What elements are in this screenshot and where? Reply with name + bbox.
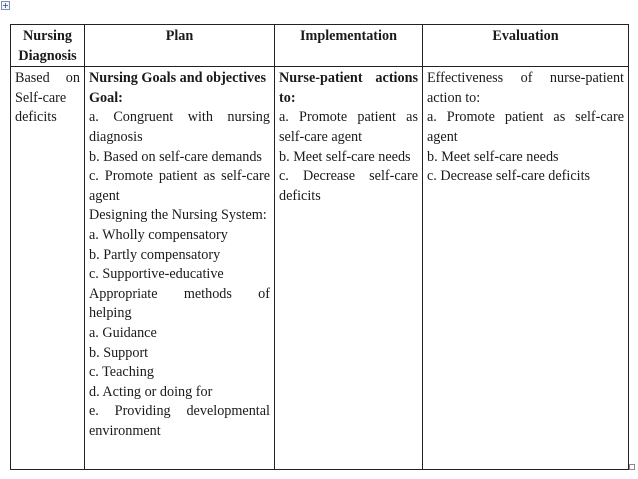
implementation-item: a. Promote patient as self-care agent xyxy=(279,109,418,145)
table-row xyxy=(11,67,629,470)
nursing-care-plan-table xyxy=(10,24,629,470)
plan-goal-item: a. Congruent with nursing diagnosis xyxy=(89,109,270,145)
header-evaluation: Evaluation xyxy=(423,25,629,67)
plan-system-label: Designing the Nursing System: xyxy=(89,207,267,224)
plan-cell xyxy=(85,67,275,470)
plan-goal-item: c. Promote patient as self-care agent xyxy=(89,168,270,204)
table-resize-handle[interactable] xyxy=(629,464,635,470)
diagnosis-text: Based on Self-care deficits xyxy=(15,70,80,126)
evaluation-item: b. Meet self-care needs xyxy=(427,148,559,165)
evaluation-item: a. Promote patient as self-care agent xyxy=(427,109,624,145)
header-nursing-diagnosis: Nursing Diagnosis xyxy=(11,25,85,67)
header-implementation: Implementation xyxy=(275,25,423,67)
header-plan: Plan xyxy=(85,25,275,67)
plan-heading: Nursing Goals and objectives xyxy=(89,70,266,87)
evaluation-heading: Effectiveness of nurse-patient action to: xyxy=(427,70,624,106)
implementation-item: c. Decrease self-care deficits xyxy=(279,168,418,204)
implementation-item: b. Meet self-care needs xyxy=(279,148,411,165)
evaluation-cell xyxy=(423,67,629,470)
table-header-row xyxy=(11,25,629,67)
plan-method-item: e. Providing developmental environment xyxy=(89,403,270,439)
evaluation-item: c. Decrease self-care deficits xyxy=(427,168,591,185)
table-move-handle-icon[interactable] xyxy=(1,1,10,10)
diagnosis-cell xyxy=(11,67,85,470)
implementation-heading: Nurse-patient actions to: xyxy=(279,70,418,106)
plan-method-item: b. Support xyxy=(89,344,149,361)
plan-method-item: a. Guidance xyxy=(89,324,157,341)
plan-method-item: c. Teaching xyxy=(89,364,154,381)
plan-system-item: c. Supportive-educative xyxy=(89,266,224,283)
plan-method-item: d. Acting or doing for xyxy=(89,383,213,400)
plan-system-item: b. Partly compensatory xyxy=(89,246,221,263)
plan-goal-label: Goal: xyxy=(89,89,123,106)
implementation-cell xyxy=(275,67,423,470)
plan-system-item: a. Wholly compensatory xyxy=(89,226,228,243)
plan-goal-item: b. Based on self-care demands xyxy=(89,148,262,165)
plan-methods-label: Appropriate methods of helping xyxy=(89,285,270,322)
